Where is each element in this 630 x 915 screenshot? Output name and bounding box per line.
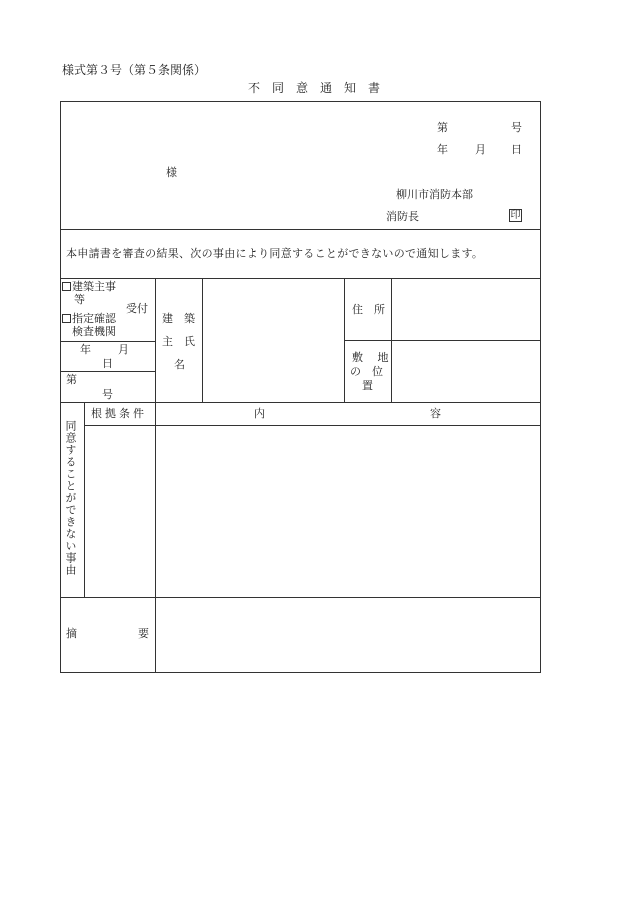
notice-day-label: 日 [511,143,522,156]
divider [202,278,203,402]
reception-day-label: 日 [102,357,113,370]
reasons-side-label: 同意することができない事由 [64,420,77,576]
reception-month-label: 月 [118,343,129,356]
site-label-line3: 置 [362,379,373,392]
reception-year-label: 年 [80,343,91,356]
owner-label-line2: 主 氏 [162,335,195,348]
addressee-suffix: 様 [166,166,177,179]
divider [344,278,345,402]
divider [84,425,541,426]
checkbox-designated-agency[interactable] [62,314,71,323]
owner-label-line3: 名 [174,358,185,371]
site-label-line2: の 位 [350,365,383,378]
option-designated-agency-cont: 検査機関 [72,325,116,338]
basis-header: 根拠条件 [91,407,147,420]
remarks-label-1: 摘 [66,627,77,640]
reception-label: 受付 [126,302,148,315]
form-number: 様式第３号（第５条関係） [62,63,207,77]
divider [60,597,541,598]
notice-statement: 本申請書を審査の結果、次の事由により同意することができないので通知します。 [66,247,484,260]
notice-number-suffix: 号 [511,121,522,134]
option-building-official[interactable]: 建築主事 [62,281,116,292]
divider [60,371,155,372]
reception-number-prefix: 第 [66,373,77,386]
address-label: 住 所 [352,303,385,316]
basis-field[interactable] [90,430,150,590]
divider [60,278,541,279]
divider [60,229,541,230]
address-field[interactable] [397,284,535,336]
content-header-1: 内 [254,407,265,420]
reception-number-suffix: 号 [102,388,113,401]
owner-name-field[interactable] [208,284,338,396]
issuer-title: 消防長 [386,210,419,223]
content-field[interactable] [161,430,535,590]
owner-label-line1: 建 築 [162,312,195,325]
notice-month-label: 月 [475,143,486,156]
divider [155,278,156,673]
divider [60,402,541,403]
content-header-2: 容 [430,407,441,420]
remarks-field[interactable] [161,603,535,667]
issuer-org: 柳川市消防本部 [396,188,473,201]
divider [84,402,85,597]
divider [344,340,541,341]
option-building-official-cont: 等 [74,293,85,306]
seal-mark: 印 [510,210,521,221]
document-title: 不 同 意 通 知 書 [248,81,381,95]
site-label-line1: 敷 地 [352,351,389,364]
site-location-field[interactable] [397,346,535,396]
divider [60,341,155,342]
notice-number-prefix: 第 [437,121,448,134]
option-designated-agency[interactable]: 指定確認 [62,313,116,324]
notice-year-label: 年 [437,143,448,156]
checkbox-building-official[interactable] [62,282,71,291]
remarks-label-2: 要 [138,627,149,640]
divider [391,278,392,402]
